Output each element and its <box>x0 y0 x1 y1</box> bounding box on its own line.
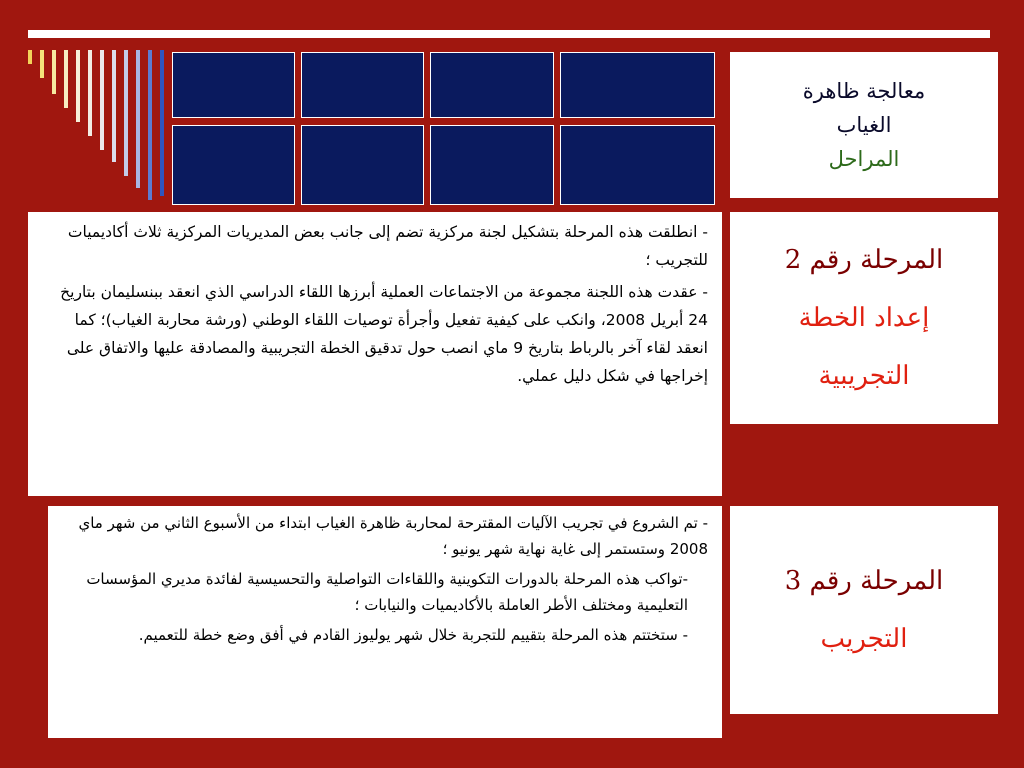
page-title-line2: الغياب <box>836 113 892 137</box>
stage2-paragraph-2: - عقدت هذه اللجنة مجموعة من الاجتماعات العملية أبرزها اللقاء الدراسي الذي انعقد ببنسليمان بتاريخ 24 أبريل 2008، وانكب على كيفية تفعيل وأجرأة توصيات اللقاء الوطني (ورشة محاربة الغياب)؛ كما انعقد لقاء آخر بالرباط بتاريخ 9 ماي انصب حول تدقيق الخطة التجريبية والمصادقة عليها والاتفاق على إخراجها في شكل دليل عملي. <box>60 283 708 385</box>
decorative-stripe <box>88 50 92 136</box>
decorative-block <box>430 52 554 118</box>
stage3-content-box <box>48 506 722 738</box>
decorative-block <box>560 125 715 205</box>
decorative-block <box>430 125 554 205</box>
decorative-stripe <box>76 50 80 122</box>
decorative-stripe <box>40 50 44 78</box>
stage2-label-box <box>730 212 998 424</box>
top-divider-line <box>28 30 990 38</box>
stage3-paragraph-1: - تم الشروع في تجريب الآليات المقترحة لمحاربة ظاهرة الغياب ابتداء من الأسبوع الثاني من شهر ماي 2008 وستستمر إلى غاية نهاية شهر يونيو ؛ <box>78 514 708 558</box>
stage3-paragraph-2: -تواكب هذه المرحلة بالدورات التكوينية واللقاءات التواصلية والتحسيسية لفائدة مديري المؤسسات التعليمية ومختلف الأطر العاملة بالأكاديميات والنيابات ؛ <box>86 570 688 614</box>
stage2-number: المرحلة رقم 2 <box>784 245 944 275</box>
decorative-stripe <box>64 50 68 108</box>
decorative-stripe <box>28 50 32 64</box>
page-subtitle: المراحل <box>828 147 900 171</box>
stage3-number: المرحلة رقم 3 <box>784 566 944 596</box>
stage2-name-line1: إعداد الخطة <box>798 303 930 333</box>
decorative-stripe <box>100 50 104 150</box>
page-title-line1: معالجة ظاهرة <box>802 79 926 103</box>
decorative-stripe <box>136 50 140 188</box>
stage3-label-box <box>730 506 998 714</box>
title-box <box>730 52 998 198</box>
decorative-stripe <box>112 50 116 162</box>
decorative-block <box>560 52 715 118</box>
stage2-name-line2: التجريبية <box>818 361 910 391</box>
stage2-content-box <box>28 212 722 496</box>
decorative-block <box>172 52 295 118</box>
stage2-paragraph-1: - انطلقت هذه المرحلة بتشكيل لجنة مركزية تضم إلى جانب بعض المديريات المركزية ثلاث أكاديميات للتجريب ؛ <box>67 223 708 269</box>
stage3-paragraph-3: - ستختتم هذه المرحلة بتقييم للتجربة خلال شهر يوليوز القادم في أفق وضع خطة للتعميم. <box>138 626 688 644</box>
decorative-stripe <box>148 50 152 200</box>
decorative-stripe <box>160 50 164 196</box>
decorative-stripe <box>52 50 56 94</box>
stage3-name-line1: التجريب <box>820 624 908 654</box>
decorative-block <box>301 52 424 118</box>
decorative-stripe <box>124 50 128 176</box>
decorative-block <box>172 125 295 205</box>
decorative-block <box>301 125 424 205</box>
